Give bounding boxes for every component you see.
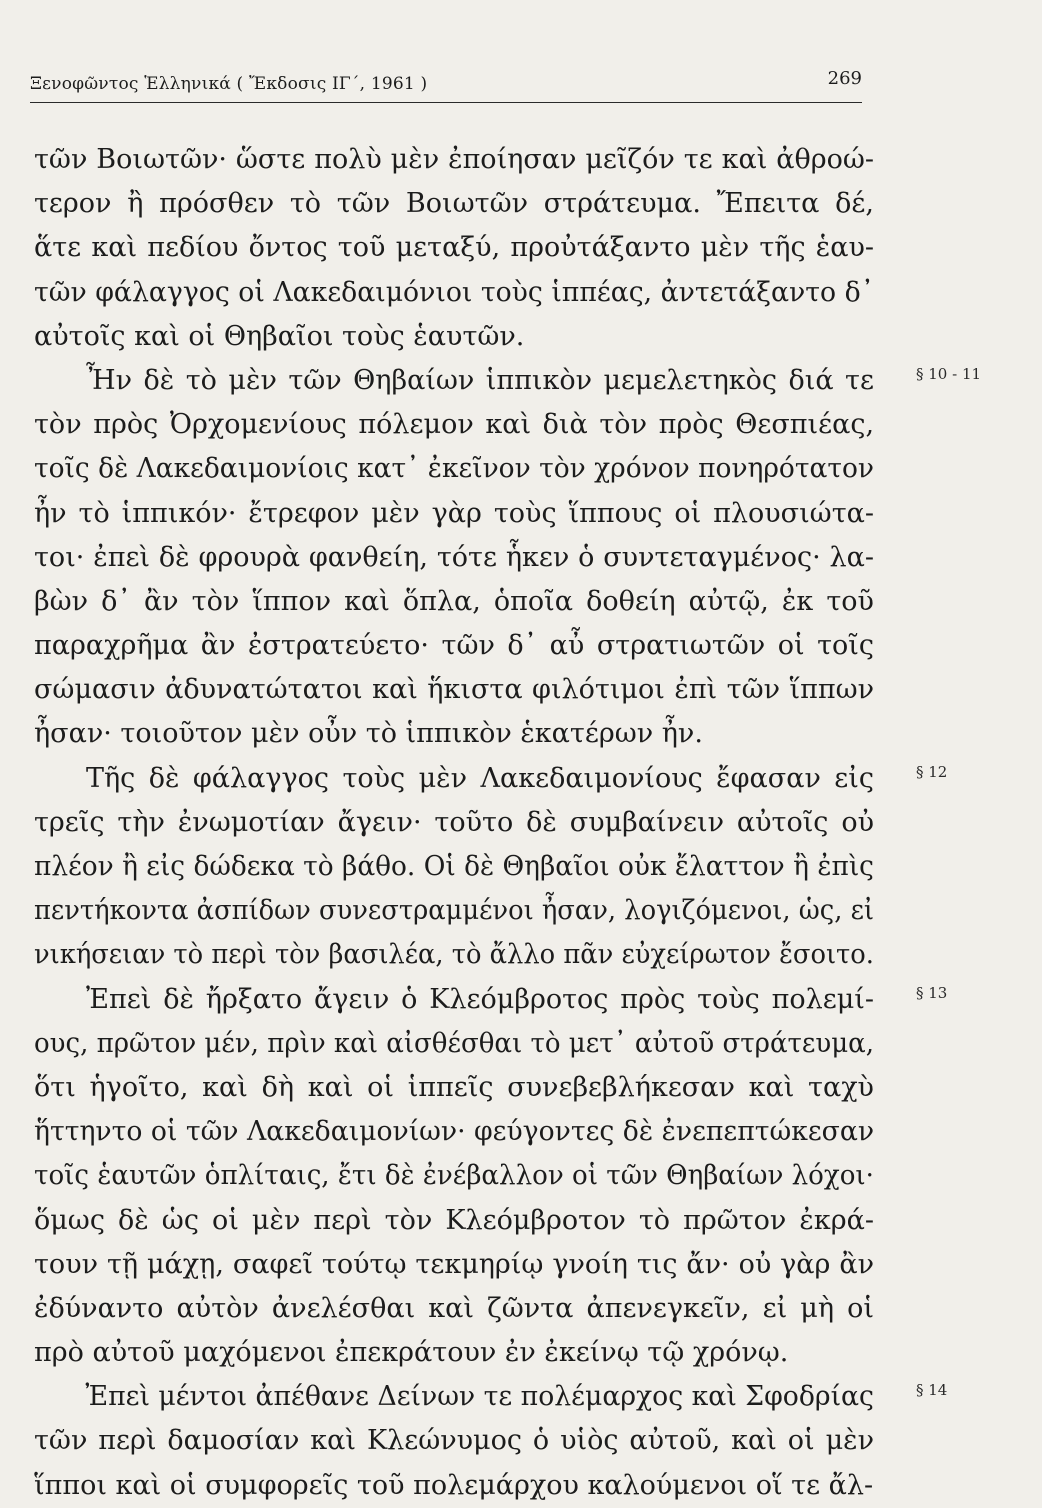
text-line: [34, 1287, 894, 1331]
text-line: [34, 1331, 894, 1375]
text-line: [34, 1022, 894, 1066]
text-line: [34, 1243, 894, 1287]
text-line: [34, 447, 894, 491]
text-line-content: τουν τῇ μάχῃ, σαφεῖ τούτῳ τεκμηρίῳ γνοίη τις ἄν· οὐ γὰρ ἂν: [34, 1248, 874, 1280]
text-line-content: Ἐπεὶ μέντοι ἀπέθανε Δείνων τε πολέμαρχος καὶ Σφοδρίας: [85, 1381, 874, 1413]
text-line-content: νικήσειαν τὸ περὶ τὸν βασιλέα, τὸ ἄλλο πᾶν εὐχείρωτον ἔσοιτο.: [34, 939, 874, 971]
text-line: [34, 226, 894, 270]
text-line: [34, 624, 894, 668]
text-line-content: σώμασιν ἀδυνατώτατοι καὶ ἥκιστα φιλότιμοι ἐπὶ τῶν ἵππων: [34, 674, 875, 706]
text-line: [34, 978, 948, 1022]
text-line: [34, 1199, 894, 1243]
text-line-content: ὅμως δὲ ὡς οἱ μὲν περὶ τὸν Κλεόμβροτον τὸ πρῶτον ἐκρά-: [34, 1204, 874, 1236]
section-marker: § 14: [916, 1381, 948, 1400]
text-line-content: ὅτι ἡγοῖτο, καὶ δὴ καὶ οἱ ἱππεῖς συνεβεβλήκεσαν καὶ ταχὺ: [34, 1071, 874, 1103]
text-line: [34, 668, 894, 712]
text-line-content: πρὸ αὐτοῦ μαχόμενοι ἐπεκράτουν ἐν ἐκείνῳ τῷ χρόνῳ.: [34, 1337, 789, 1369]
text-line: [34, 1066, 894, 1110]
text-line-content: τὸν πρὸς Ὀρχομενίους πόλεμον καὶ διὰ τὸν πρὸς Θεσπιέας,: [34, 409, 875, 441]
text-line: [34, 712, 894, 756]
text-line-content: βὼν δ᾽ ἂν τὸν ἵππον καὶ ὅπλα, ὁποῖα δοθείη αὐτῷ, ἐκ τοῦ: [34, 585, 874, 617]
text-line-content: τοῖς δὲ Λακεδαιμονίοις κατ᾽ ἐκεῖνον τὸν χρόνον πονηρότατον: [34, 453, 875, 485]
text-line-content: τοι· ἐπεὶ δὲ φρουρὰ φανθείη, τότε ἧκεν ὁ συντεταγμένος· λα-: [34, 541, 874, 573]
text-line-content: αὐτοῖς καὶ οἱ Θηβαῖοι τοὺς ἑαυτῶν.: [34, 320, 525, 352]
text-line: [34, 315, 894, 359]
text-line-content: ἦσαν· τοιοῦτον μὲν οὖν τὸ ἱππικὸν ἑκατέρων ἦν.: [34, 718, 703, 750]
section-marker: § 12: [916, 762, 948, 781]
text-line: [34, 1154, 894, 1198]
text-line: [34, 492, 894, 536]
text-line: [34, 580, 894, 624]
text-line-content: Τῆς δὲ φάλαγγος τοὺς μὲν Λακεδαιμονίους ἔφασαν εἰς: [86, 762, 874, 794]
text-line-content: τερον ἢ πρόσθεν τὸ τῶν Βοιωτῶν στράτευμα. Ἔπειτα δέ,: [34, 188, 874, 220]
text-line-content: πεντήκοντα ἀσπίδων συνεστραμμένοι ἦσαν, λογιζόμενοι, ὡς, εἰ: [34, 895, 875, 927]
text-line-content: παραχρῆμα ἂν ἐστρατεύετο· τῶν δ᾽ αὖ στρατιωτῶν οἱ τοῖς: [34, 630, 874, 662]
text-line-content: ἦν τὸ ἱππικόν· ἔτρεφον μὲν γὰρ τοὺς ἵππους οἱ πλουσιώτα-: [34, 497, 874, 529]
running-header: [30, 70, 862, 103]
text-line: [34, 1110, 894, 1154]
text-line: [34, 138, 894, 182]
text-line-content: τῶν περὶ δαμοσίαν καὶ Κλεώνυμος ὁ υἱὸς αὐτοῦ, καὶ οἱ μὲν: [34, 1425, 875, 1457]
text-line: [34, 182, 894, 226]
text-line: [34, 403, 894, 447]
text-line: [34, 536, 894, 580]
text-line-content: ἅτε καὶ πεδίου ὄντος τοῦ μεταξύ, προὐτάξαντο μὲν τῆς ἑαυ-: [34, 232, 875, 264]
text-line-content: ους, πρῶτον μέν, πρὶν καὶ αἰσθέσθαι τὸ μετ᾽ αὐτοῦ στράτευμα,: [34, 1027, 875, 1059]
text-line: [34, 1419, 894, 1463]
text-line: [34, 845, 894, 889]
text-line: [34, 889, 894, 933]
section-marker: § 10 - 11: [916, 364, 982, 383]
header-title: Ξενοφῶντος Ἑλληνικά ( Ἔκδοσις ΙΓ΄, 1961 ): [30, 74, 428, 94]
text-line-content: ἐδύναντο αὐτὸν ἀνελέσθαι καὶ ζῶντα ἀπενεγκεῖν, εἰ μὴ οἱ: [34, 1292, 874, 1324]
page-number: 269: [827, 68, 862, 89]
section-marker: § 13: [916, 983, 948, 1002]
body-text: [34, 138, 982, 1508]
text-line-content: ἥττηντο οἱ τῶν Λακεδαιμονίων· φεύγοντες δὲ ἐνεπεπτώκεσαν: [34, 1116, 875, 1148]
text-line: [34, 757, 948, 801]
text-line-content: τοῖς ἑαυτῶν ὁπλίταις, ἔτι δὲ ἐνέβαλλον οἱ τῶν Θηβαίων λόχοι·: [34, 1160, 874, 1192]
text-line-content: Ἦν δὲ τὸ μὲν τῶν Θηβαίων ἱππικὸν μεμελετηκὸς διά τε: [86, 364, 874, 396]
text-line-content: ἵπποι καὶ οἱ συμφορεῖς τοῦ πολεμάρχου καλούμενοι οἵ τε ἄλ-: [34, 1469, 874, 1501]
text-line-content: τρεῖς τὴν ἐνωμοτίαν ἄγειν· τοῦτο δὲ συμβαίνειν αὐτοῖς οὐ: [34, 806, 874, 838]
text-line: [34, 1464, 894, 1508]
text-line-content: πλέον ἢ εἰς δώδεκα τὸ βάθο. Οἱ δὲ Θηβαῖοι οὐκ ἔλαττον ἢ ἐπὶς: [34, 851, 874, 882]
text-line-content: τῶν Βοιωτῶν· ὥστε πολὺ μὲν ἐποίησαν μεῖζόν τε καὶ ἀθροώ-: [34, 144, 874, 175]
text-line: [34, 271, 894, 315]
text-line: [34, 801, 894, 845]
text-line: [34, 359, 982, 403]
text-line-content: Ἐπεὶ δὲ ἤρξατο ἄγειν ὁ Κλεόμβροτος πρὸς τοὺς πολεμί-: [86, 983, 874, 1015]
text-line-content: τῶν φάλαγγος οἱ Λακεδαιμόνιοι τοὺς ἱππέας, ἀντετάξαντο δ᾽: [34, 276, 874, 308]
text-line: [34, 1375, 948, 1419]
text-line: [34, 933, 894, 977]
